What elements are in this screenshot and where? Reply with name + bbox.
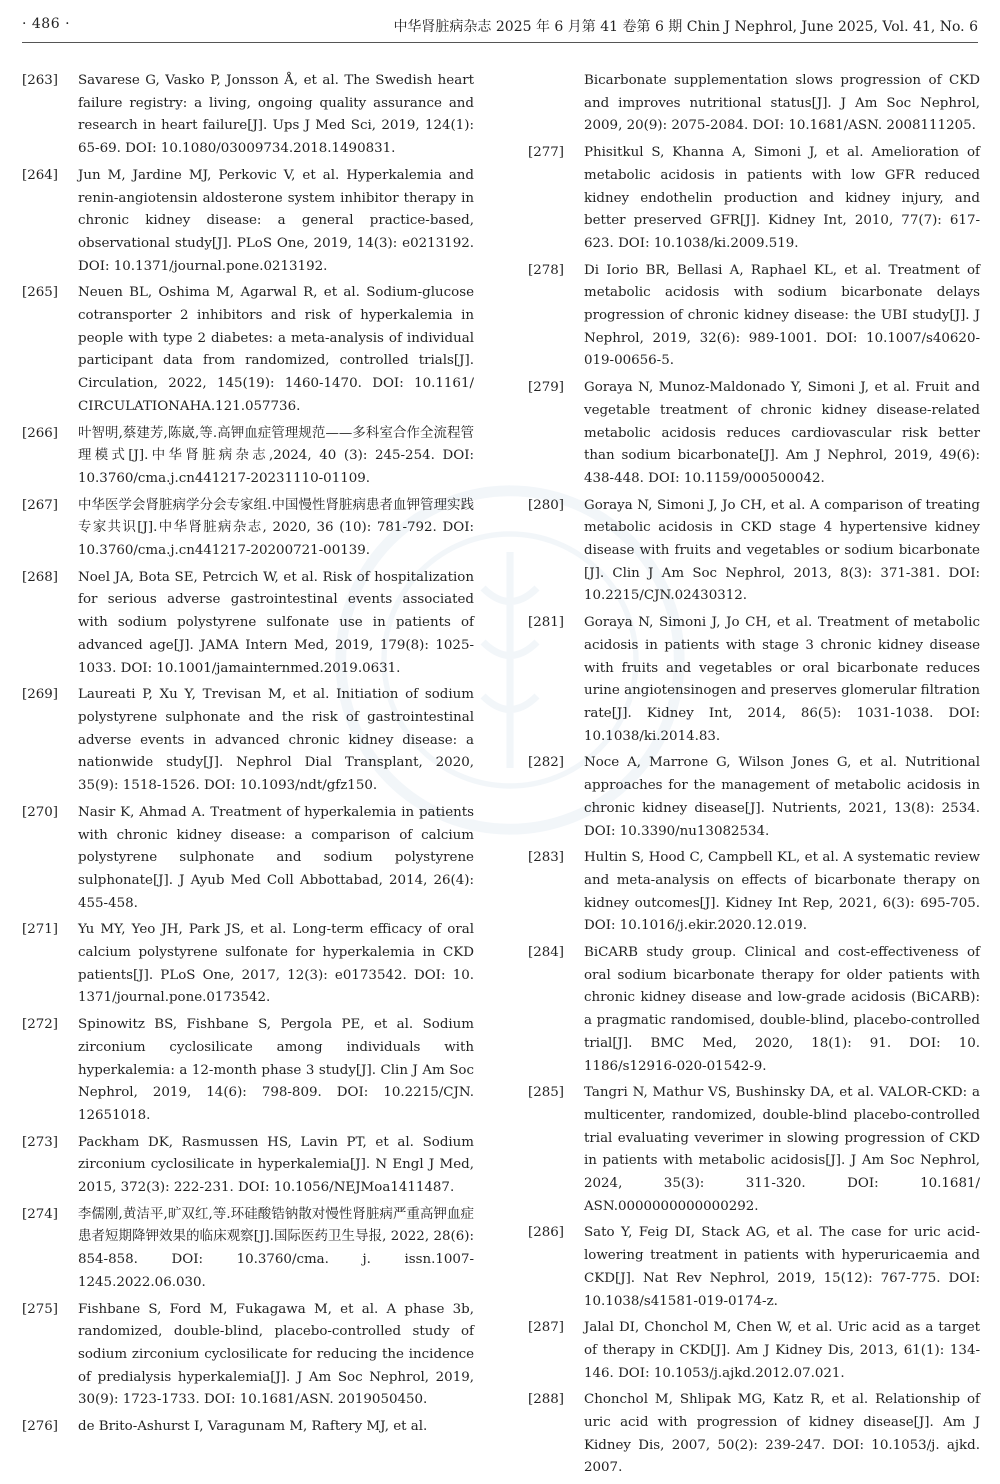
- reference-number: [278]: [528, 262, 565, 278]
- reference-item: [22, 919, 474, 1010]
- page-number: · 486 ·: [22, 16, 71, 32]
- reference-number: [288]: [528, 1392, 565, 1408]
- reference-item: [22, 1204, 474, 1295]
- reference-number: [279]: [528, 380, 565, 396]
- reference-item: [22, 165, 474, 279]
- reference-number: [286]: [528, 1225, 565, 1241]
- page-header: [22, 12, 978, 43]
- reference-text: Chonchol M, Shlipak MG, Katz R, et al. Relationship of uric acid with progression of kidney disease[J]. Am J Kidney Dis, 2007, 50(2): 239-247. DOI: 10.1053/j. ajkd. 2007.: [584, 1392, 980, 1476]
- reference-text: Neuen BL, Oshima M, Agarwal R, et al. Sodium-glucose cotransporter 2 inhibitors and risk of hyperkalemia in people with type 2 diabetes: a meta-analysis of individual participant data from randomized, controlled trials[J]. Circulation, 2022, 145(19): 1460-1470. DOI: 10.1161/ CIRCULATIONAHA.121.057736.: [78, 285, 474, 414]
- reference-item: [22, 70, 474, 161]
- reference-text: Noce A, Marrone G, Wilson Jones G, et al. Nutritional approaches for the management of metabolic acidosis in chronic kidney disease[J]. Nutrients, 2021, 13(8): 2534. DOI: 10.3390/nu13082534.: [584, 755, 980, 839]
- reference-item: [22, 1132, 474, 1200]
- reference-text: Hultin S, Hood C, Campbell KL, et al. A systematic review and meta-analysis on effects of bicarbonate therapy on kidney outcomes[J]. Kidney Int Rep, 2021, 6(3): 695-705. DOI: 10.1016/j.ekir.2020.12.019.: [584, 850, 980, 934]
- journal-citation-line: 中华肾脏病杂志 2025 年 6 月第 41 卷第 6 期 Chin J Nephrol, June 2025, Vol. 41, No. 6: [393, 19, 978, 35]
- reference-item: [528, 377, 980, 491]
- reference-number: [272]: [22, 1017, 59, 1033]
- reference-text: Sato Y, Feig DI, Stack AG, et al. The case for uric acid-lowering treatment in patients with hyperuricaemia and CKD[J]. Nat Rev Nephrol, 2019, 15(12): 767-775. DOI: 10.1038/s41581-019-0174-z.: [584, 1225, 980, 1309]
- reference-number: [265]: [22, 285, 59, 301]
- reference-number: [282]: [528, 755, 565, 771]
- reference-text: 李儒刚,黄洁平,旷双红,等.环硅酸锆钠散对慢性肾脏病严重高钾血症患者短期降钾效果的临床观察[J].国际医药卫生导报, 2022, 28(6): 854-858. DOI: 10.3760/cma. j. issn.1007-1245.2022.06.030.: [78, 1206, 474, 1290]
- reference-number: [284]: [528, 945, 565, 961]
- reference-item: [22, 1416, 474, 1439]
- reference-text: Bicarbonate supplementation slows progression of CKD and improves nutritional status[J]. J Am Soc Nephrol, 2009, 20(9): 2075-2084. DOI: 10.1681/ASN. 2008111205.: [584, 73, 980, 134]
- reference-number: [271]: [22, 922, 59, 938]
- reference-item: [528, 942, 980, 1078]
- reference-number: [264]: [22, 167, 59, 183]
- left-reference-column: [22, 70, 474, 1443]
- reference-number: [270]: [22, 804, 59, 820]
- reference-text: Packham DK, Rasmussen HS, Lavin PT, et al. Sodium zirconium cyclosilicate in hyperkalemia[J]. N Engl J Med, 2015, 372(3): 222-231. DOI: 10.1056/NEJMoa1411487.: [78, 1134, 474, 1196]
- reference-text: Nasir K, Ahmad A. Treatment of hyperkalemia in patients with chronic kidney disease: a comparison of calcium polystyrene sulphonate and sodium polystyrene sulphonate[J]. J Ayub Med Coll Abbottabad, 2014, 26(4): 455-458.: [78, 804, 474, 911]
- reference-number: [266]: [22, 425, 59, 441]
- reference-text: Phisitkul S, Khanna A, Simoni J, et al. Amelioration of metabolic acidosis in patients with low GFR reduced kidney endothelin production and kidney injury, and better preserved GFR[J]. Kidney Int, 2010, 77(7): 617-623. DOI: 10.1038/ki.2009.519.: [584, 145, 980, 251]
- reference-text: Fishbane S, Ford M, Fukagawa M, et al. A phase 3b, randomized, double-blind, placebo-controlled study of sodium zirconium cyclosilicate for reducing the incidence of predialysis hyperkalemia[J]. J Am Soc Nephrol, 2019, 30(9): 1723-1733. DOI: 10.1681/ASN. 2019050450.: [78, 1301, 474, 1408]
- reference-number: [276]: [22, 1419, 59, 1435]
- reference-item: [528, 847, 980, 938]
- reference-item: [528, 1389, 980, 1480]
- reference-text: Goraya N, Munoz-Maldonado Y, Simoni J, et al. Fruit and vegetable treatment of chronic kidney disease-related metabolic acidosis reduces cardiovascular risk better than sodium bicarbonate[J]. Am J Nephrol, 2019, 49(6): 438-448. DOI: 10.1159/000500042.: [584, 380, 980, 486]
- reference-number: [269]: [22, 687, 59, 703]
- reference-number: [287]: [528, 1320, 565, 1336]
- reference-number: [274]: [22, 1206, 59, 1222]
- reference-text: Yu MY, Yeo JH, Park JS, et al. Long-term efficacy of oral calcium polystyrene sulfonate for hyperkalemia in CKD patients[J]. PLoS One, 2017, 12(3): e0173542. DOI: 10. 1371/journal.pone.0173542.: [78, 922, 474, 1006]
- reference-number: [281]: [528, 615, 565, 631]
- reference-number: [268]: [22, 569, 59, 585]
- reference-item: [528, 260, 980, 374]
- reference-number: [267]: [22, 497, 59, 513]
- reference-item: [22, 282, 474, 418]
- reference-text: Goraya N, Simoni J, Jo CH, et al. A comparison of treating metabolic acidosis in CKD stage 4 hypertensive kidney disease with fruits and vegetables or sodium bicarbonate [J]. Clin J Am Soc Nephrol, 2013, 8(3): 371-381. DOI: 10.2215/CJN.02430312.: [584, 497, 980, 604]
- reference-continuation: [528, 70, 980, 138]
- reference-item: [22, 802, 474, 916]
- reference-item: [22, 567, 474, 681]
- reference-text: Noel JA, Bota SE, Petrcich W, et al. Risk of hospitalization for serious adverse gastrointestinal events associated with sodium polystyrene sulfonate use in patients of advanced age[J]. JAMA Intern Med, 2019, 179(8): 1025-1033. DOI: 10.1001/jamainternmed.2019.0631.: [78, 569, 474, 676]
- reference-text: de Brito-Ashurst I, Varagunam M, Raftery MJ, et al.: [78, 1419, 428, 1435]
- reference-text: 中华医学会肾脏病学分会专家组.中国慢性肾脏病患者血钾管理实践专家共识[J].中华肾脏病杂志, 2020, 36 (10): 781-792. DOI: 10.3760/cma.j.cn441217-20200721-00139.: [78, 497, 474, 559]
- reference-text: Di Iorio BR, Bellasi A, Raphael KL, et al. Treatment of metabolic acidosis with sodium bicarbonate delays progression of chronic kidney disease: the UBI study[J]. J Nephrol, 2019, 32(6): 989-1001. DOI: 10.1007/s40620-019-00656-5.: [584, 262, 980, 369]
- right-reference-column: [528, 70, 980, 1484]
- reference-item: [22, 495, 474, 563]
- reference-item: [22, 423, 474, 491]
- reference-text: Jun M, Jardine MJ, Perkovic V, et al. Hyperkalemia and renin-angiotensin aldosterone system inhibitor therapy in chronic kidney disease: a general practice-based, observational study[J]. PLoS One, 2019, 14(3): e0213192. DOI: 10.1371/journal.pone.0213192.: [78, 167, 474, 274]
- reference-item: [528, 752, 980, 843]
- reference-text: 叶智明,蔡建芳,陈崴,等.高钾血症管理规范——多科室合作全流程管理模式[J].中华肾脏病杂志,2024, 40 (3): 245-254. DOI: 10.3760/cma.j.cn441217-20231110-01109.: [78, 425, 474, 486]
- reference-item: [22, 1299, 474, 1413]
- reference-text: Goraya N, Simoni J, Jo CH, et al. Treatment of metabolic acidosis in patients with stage 3 chronic kidney disease with fruits and vegetables or oral bicarbonate reduces urine angiotensinogen and preserves glomerular filtration rate[J]. Kidney Int, 2014, 86(5): 1031-1038. DOI: 10.1038/ki.2014.83.: [584, 615, 980, 744]
- reference-item: [528, 1317, 980, 1385]
- reference-number: [277]: [528, 145, 565, 161]
- reference-item: [528, 1082, 980, 1218]
- reference-number: [275]: [22, 1301, 59, 1317]
- reference-text: Laureati P, Xu Y, Trevisan M, et al. Initiation of sodium polystyrene sulphonate and the risk of gastrointestinal adverse events in advanced chronic kidney disease: a nationwide study[J]. Nephrol Dial Transplant, 2020, 35(9): 1518-1526. DOI: 10.1093/ndt/gfz150.: [78, 687, 474, 794]
- reference-text: Jalal DI, Chonchol M, Chen W, et al. Uric acid as a target of therapy in CKD[J]. Am J Kidney Dis, 2013, 61(1): 134-146. DOI: 10.1053/j.ajkd.2012.07.021.: [584, 1320, 980, 1381]
- reference-text: BiCARB study group. Clinical and cost-effectiveness of oral sodium bicarbonate therapy for older patients with chronic kidney disease and low-grade acidosis (BiCARB): a pragmatic randomised, double-blind, placebo-controlled trial[J]. BMC Med, 2020, 18(1): 91. DOI: 10. 1186/s12916-020-01542-9.: [584, 945, 980, 1074]
- reference-text: Savarese G, Vasko P, Jonsson Å, et al. The Swedish heart failure registry: a living, ongoing quality assurance and research in heart failure[J]. Ups J Med Sci, 2019, 124(1): 65-69. DOI: 10.1080/03009734.2018.1490831.: [78, 73, 474, 157]
- reference-number: [283]: [528, 850, 565, 866]
- reference-item: [22, 684, 474, 798]
- reference-item: [22, 1014, 474, 1128]
- reference-text: Tangri N, Mathur VS, Bushinsky DA, et al. VALOR-CKD: a multicenter, randomized, double-blind placebo-controlled trial evaluating veverimer in slowing progression of CKD in patients with metabolic acidosis[J]. J Am Soc Nephrol, 2024, 35(3): 311-320. DOI: 10.1681/ ASN.0000000000000292.: [584, 1085, 980, 1214]
- reference-item: [528, 142, 980, 256]
- reference-item: [528, 612, 980, 748]
- reference-item: [528, 1222, 980, 1313]
- reference-number: [285]: [528, 1085, 565, 1101]
- reference-text: Spinowitz BS, Fishbane S, Pergola PE, et al. Sodium zirconium cyclosilicate among individuals with hyperkalemia: a 12-month phase 3 study[J]. Clin J Am Soc Nephrol, 2019, 14(6): 798-809. DOI: 10.2215/CJN. 12651018.: [78, 1017, 474, 1123]
- reference-number: [280]: [528, 497, 565, 513]
- reference-number: [263]: [22, 73, 59, 88]
- reference-number: [273]: [22, 1134, 59, 1150]
- reference-item: [528, 495, 980, 609]
